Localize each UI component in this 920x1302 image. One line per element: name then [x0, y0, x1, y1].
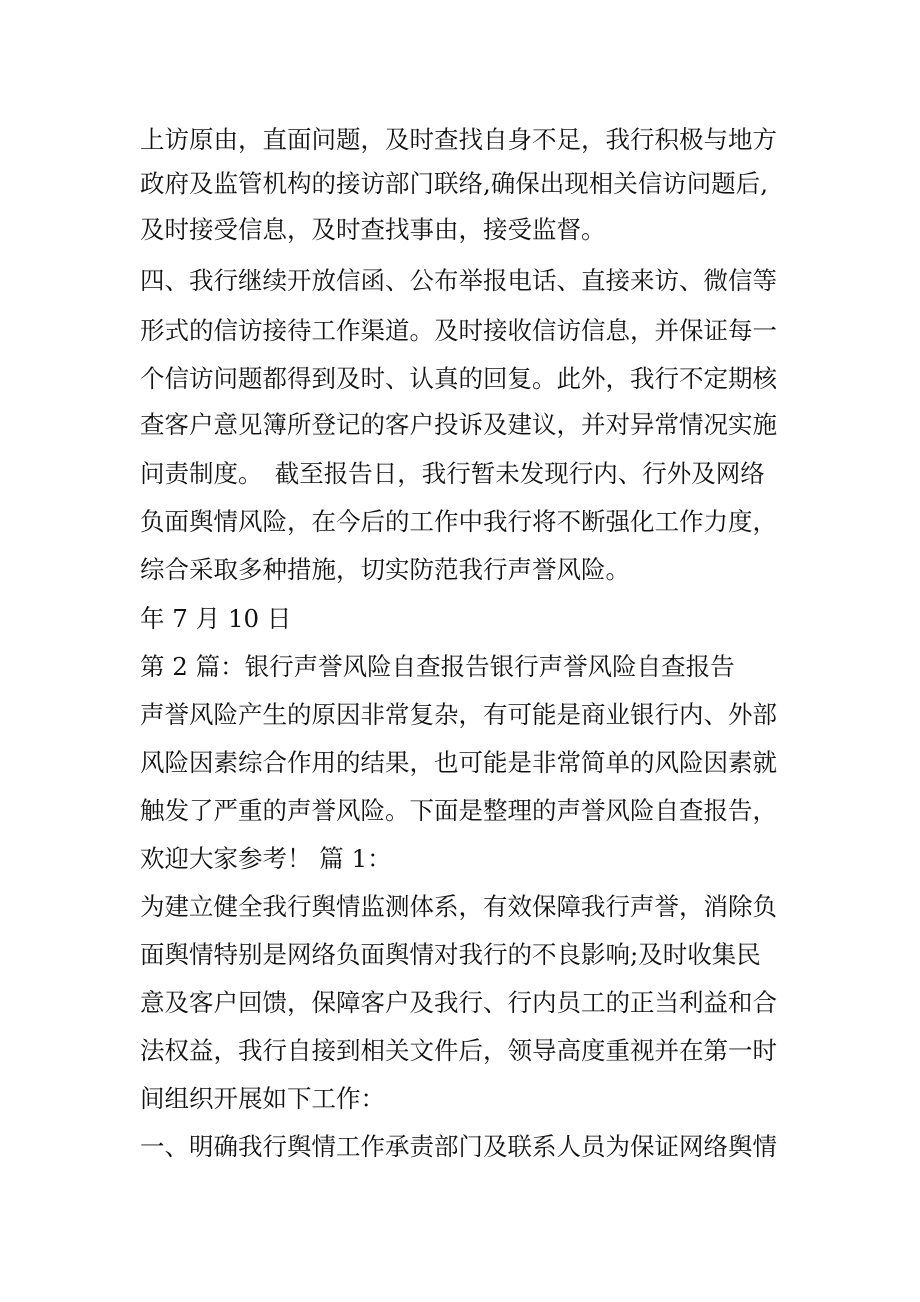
text-line: 风险因素综合作用的结果，也可能是非常简单的风险因素就 — [140, 748, 777, 777]
text-line: 形式的信访接待工作渠道。及时接收信访信息，并保证每一 — [140, 316, 777, 345]
text-line: 个信访问题都得到及时、认真的回复。此外，我行不定期核 — [140, 364, 777, 393]
text-line: 四、我行继续开放信函、公布举报电话、直接来访、微信等 — [140, 266, 777, 295]
text-line: 问责制度。 截至报告日，我行暂未发现行内、行外及网络 — [140, 459, 765, 488]
text-line: 为建立健全我行舆情监测体系，有效保障我行声誉，消除负 — [140, 892, 777, 921]
date-line: 年 7 月 10 日 — [140, 604, 292, 633]
text-line: 意及客户回馈，保障客户及我行、行内员工的正当利益和合 — [140, 988, 777, 1017]
text-line: 欢迎大家参考！ 篇 1： — [140, 844, 392, 873]
text-line: 法权益，我行自接到相关文件后，领导高度重视并在第一时 — [140, 1036, 777, 1065]
text-line: 查客户意见簿所登记的客户投诉及建议，并对异常情况实施 — [140, 410, 777, 439]
text-line: 触发了严重的声誉风险。下面是整理的声誉风险自查报告， — [140, 796, 777, 825]
section-heading: 第 2 篇：银行声誉风险自查报告银行声誉风险自查报告 — [140, 652, 735, 681]
text-line: 负面舆情风险，在今后的工作中我行将不断强化工作力度， — [140, 507, 777, 536]
text-line: 及时接受信息，及时查找事由，接受监督。 — [140, 215, 606, 244]
text-line: 间组织开展如下工作： — [140, 1084, 385, 1113]
text-line: 政府及监管机构的接访部门联络,确保出现相关信访问题后, — [140, 169, 769, 198]
text-line: 上访原由，直面问题，及时查找自身不足，我行积极与地方 — [140, 125, 777, 154]
text-line: 综合采取多种措施，切实防范我行声誉风险。 — [140, 555, 630, 584]
text-line: 面舆情特别是网络负面舆情对我行的不良影响;及时收集民 — [140, 940, 761, 969]
text-line: 一、明确我行舆情工作承责部门及联系人员为保证网络舆情 — [140, 1132, 777, 1161]
text-line: 声誉风险产生的原因非常复杂，有可能是商业银行内、外部 — [140, 700, 777, 729]
